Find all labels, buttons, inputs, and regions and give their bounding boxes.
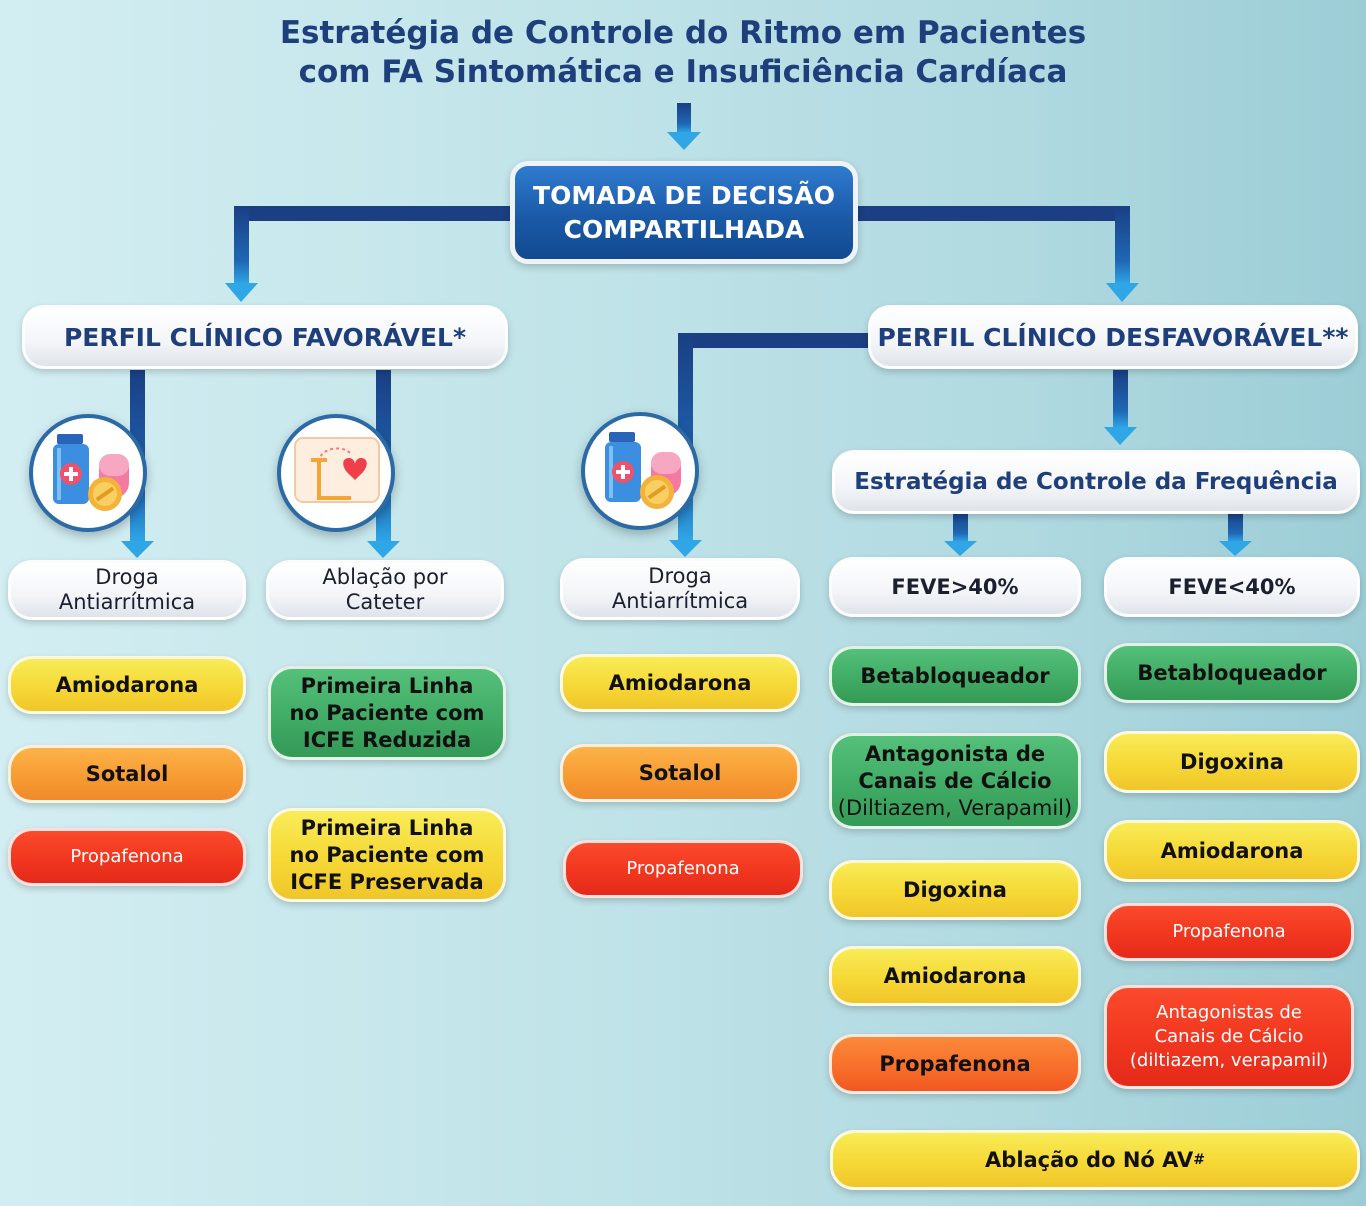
fav-ablation-item [268,808,506,902]
fav-drug-item [8,745,246,803]
feve-lt-item-line: Amiodarona [1160,838,1304,863]
fav-drug-item [8,828,246,886]
connector-decision-right-down [1115,206,1130,284]
medication-icon [581,412,699,530]
fav-ablation-item-line: Primeira Linha [300,673,474,698]
feve-lt-item-line: Propafenona [1172,921,1286,942]
feve-lt-item [1104,903,1354,961]
fav-drug-line-2: Antiarrítmica [58,590,196,614]
arrowhead-rate [1104,427,1137,445]
feve-gt-40-label: FEVE>40% [891,575,1019,599]
connector-decision-left [234,206,510,221]
feve-lt-item-line: Canais de Cálcio [1154,1026,1304,1047]
fav-drug-item-label: Amiodarona [55,672,199,697]
arrowhead-fav [225,283,258,302]
arrowhead-unfav-drug [669,540,702,557]
fav-ablation-item-line: no Paciente com [289,700,485,725]
arrowhead-feve-gt [944,541,977,556]
fav-ablation-item-line: ICFE Preservada [290,869,484,894]
unfavorable-profile-box [868,305,1358,369]
unfav-drug-item-label: Sotalol [638,760,722,785]
fav-drug-item-label: Propafenona [70,846,184,867]
connector-rate-lt [1228,512,1243,542]
arrowhead-fav-drug [121,541,154,558]
unfav-drug-line-1: Droga [648,564,712,588]
feve-gt-40-box [829,557,1081,617]
favorable-profile-box [22,305,508,369]
title-line-2: com FA Sintomática e Insuficiência Cardíaca [298,54,1068,90]
medication-icon [29,414,147,532]
fav-drug-item-label: Sotalol [85,761,169,786]
arrowhead-unfav [1106,283,1139,302]
feve-lt-item-line: (diltiazem, verapamil) [1129,1050,1329,1071]
feve-lt-item-line: Digoxina [1180,749,1284,774]
connector-rate-gt [953,512,968,542]
connector-decision-left-down [234,206,249,284]
feve-lt-item [1104,731,1360,793]
fav-ablation-item-line: no Paciente com [289,842,485,867]
fav-ablation-item [268,666,506,760]
feve-gt-item-line: Antagonista de [864,741,1046,766]
title-line-1: Estratégia de Controle do Ritmo em Pacientes [279,15,1087,51]
feve-lt-40-label: FEVE<40% [1168,575,1296,599]
unfav-drug-box [560,558,800,620]
feve-lt-item [1104,985,1354,1089]
feve-gt-item-line: (Diltiazem, Verapamil) [837,795,1073,820]
catheter-heart-icon [277,414,395,532]
feve-gt-item-line: Propafenona [879,1051,1031,1076]
feve-gt-item-line: Digoxina [903,877,1007,902]
feve-lt-item [1104,643,1360,703]
fav-ablation-box [266,560,504,620]
feve-gt-item [829,860,1081,920]
fav-ablation-line-2: Cateter [345,590,425,614]
feve-lt-40-box [1104,557,1360,617]
arrowhead-feve-lt [1219,541,1252,556]
av-node-ablation-box [830,1130,1360,1190]
feve-gt-item-line: Amiodarona [883,963,1027,988]
feve-gt-item [829,733,1081,829]
unfav-drug-item [563,840,803,898]
fav-drug-line-1: Droga [95,565,159,589]
fav-drug-box [8,560,246,620]
av-node-ablation-label: Ablação do Nó AV [985,1147,1194,1172]
feve-gt-item [829,946,1081,1006]
feve-gt-item-line: Canais de Cálcio [858,768,1052,793]
connector-decision-right [858,206,1130,221]
rate-control-strategy-label: Estratégia de Controle da Frequência [854,469,1338,495]
unfav-drug-item-label: Amiodarona [608,670,752,695]
page-title [183,14,1183,92]
favorable-profile-label: PERFIL CLÍNICO FAVORÁVEL* [63,322,467,352]
feve-lt-item-line: Antagonistas de [1156,1002,1302,1023]
shared-decision-box [510,161,858,264]
feve-gt-item-line: Betabloqueador [860,663,1050,688]
unfav-drug-item-label: Propafenona [626,858,740,879]
arrowhead-title [667,132,701,150]
feve-gt-item [829,646,1081,706]
fav-ablation-line-1: Ablação por [322,565,448,589]
unfavorable-profile-label: PERFIL CLÍNICO DESFAVORÁVEL** [877,322,1349,352]
fav-drug-item [8,656,246,714]
unfav-drug-line-2: Antiarrítmica [611,589,749,613]
arrowhead-fav-ablation [367,541,400,558]
connector-unfav-left [678,333,870,348]
feve-gt-item [829,1034,1081,1094]
rate-control-strategy-box [832,450,1360,514]
connector-unfav-rate [1113,370,1128,428]
decision-line-1: TOMADA DE DECISÃO [533,180,835,210]
fav-ablation-item-line: Primeira Linha [300,815,474,840]
av-node-ablation-mark: # [1193,1151,1205,1168]
fav-ablation-item-line: ICFE Reduzida [302,727,472,752]
connector-title-down [677,103,691,133]
unfav-drug-item [560,654,800,712]
unfav-drug-item [560,744,800,802]
decision-line-2: COMPARTILHADA [563,214,805,244]
feve-lt-item-line: Betabloqueador [1137,660,1327,685]
feve-lt-item [1104,820,1360,882]
